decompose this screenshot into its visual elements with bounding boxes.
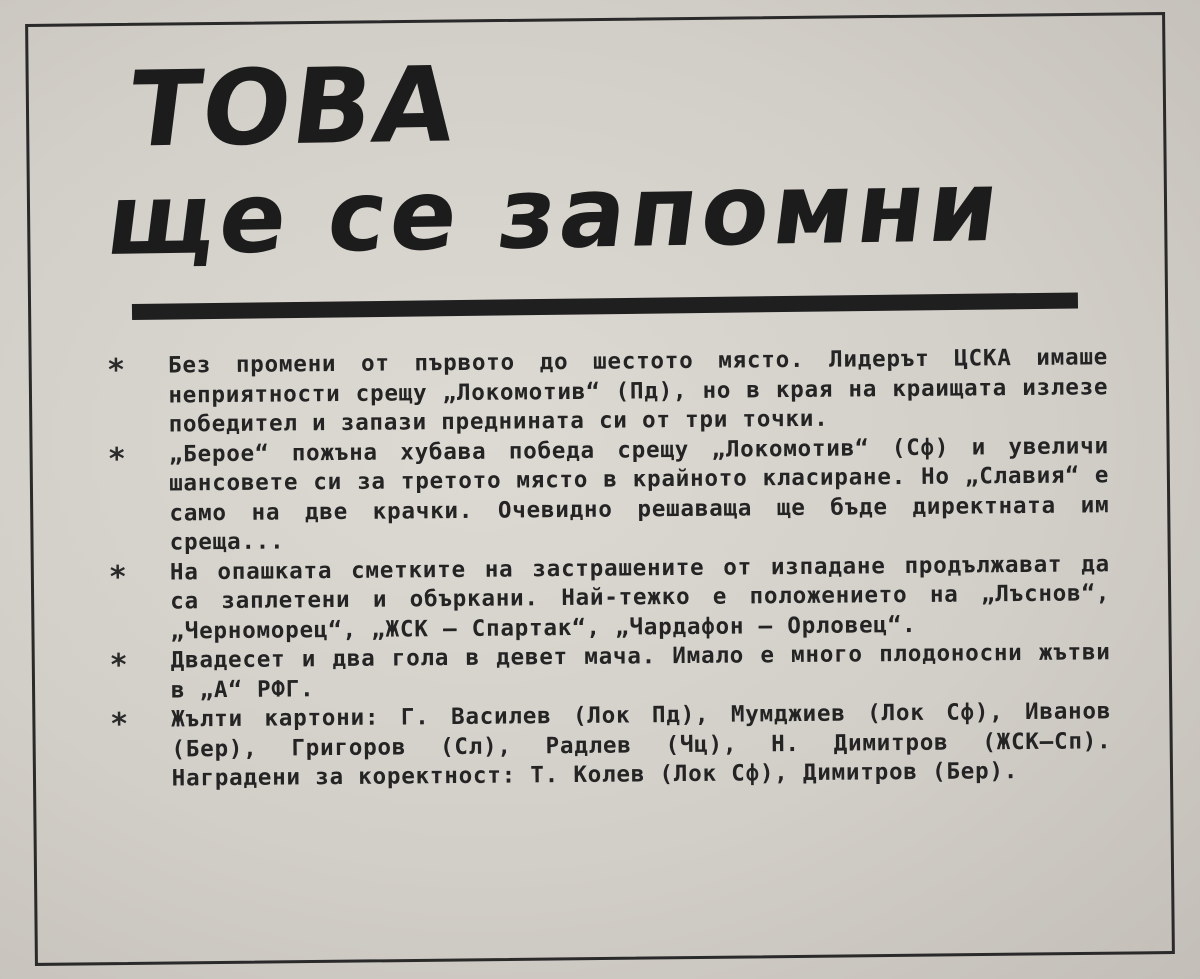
article-items	[108, 343, 1112, 794]
headline-line-1: ТОВА	[121, 43, 465, 171]
asterisk-icon: *	[108, 441, 125, 477]
article-item	[111, 638, 1111, 706]
article-item-text: Без промени от първото до шестото място. Лидерът ЦСКА имаше неприятности срещу „Локомотив“ (Пд), но в края на краищата излезе победител и запази преднината си от три точки.	[168, 344, 1109, 438]
asterisk-icon: *	[109, 559, 126, 595]
article-item	[110, 550, 1111, 647]
headline	[74, 43, 1080, 279]
asterisk-icon: *	[108, 352, 125, 388]
article-item-text: Жълти картони: Г. Василев (Лок Пд), Мумджиев (Лок Сф), Иванов (Бер), Григоров (Сл), Радлев (Чц), Н. Димитров (ЖСК—Сп). Наградени за коректност: Т. Колев (Лок Сф), Димитров (Бер).	[171, 698, 1112, 792]
article-item-text: На опашката сметките на застрашените от изпадане продължават да са заплетени и объркани. Най-тежко е положението на „Лъснов“, „Черноморец“, „ЖСК — Спартак“, „Чардафон — Орловец“.	[169, 550, 1111, 644]
headline-line-2: ще се запомни	[100, 149, 1009, 279]
article-item-text: „Берое“ пожъна хубава победа срещу „Локомотив“ (Сф) и увеличи шансовете си за третото място в крайното класиране. Но „Славия“ е само на две крачки. Очевидно решаваща ще бъде директната им среща...	[168, 432, 1110, 556]
article-item	[111, 697, 1112, 794]
asterisk-icon: *	[110, 647, 127, 683]
asterisk-icon: *	[111, 706, 128, 742]
article-item	[109, 432, 1110, 559]
article-item	[108, 343, 1109, 440]
article-item-text: Двадесет и два гола в девет мача. Имало е много плодоносни жътви в „А“ РФГ.	[170, 639, 1111, 703]
